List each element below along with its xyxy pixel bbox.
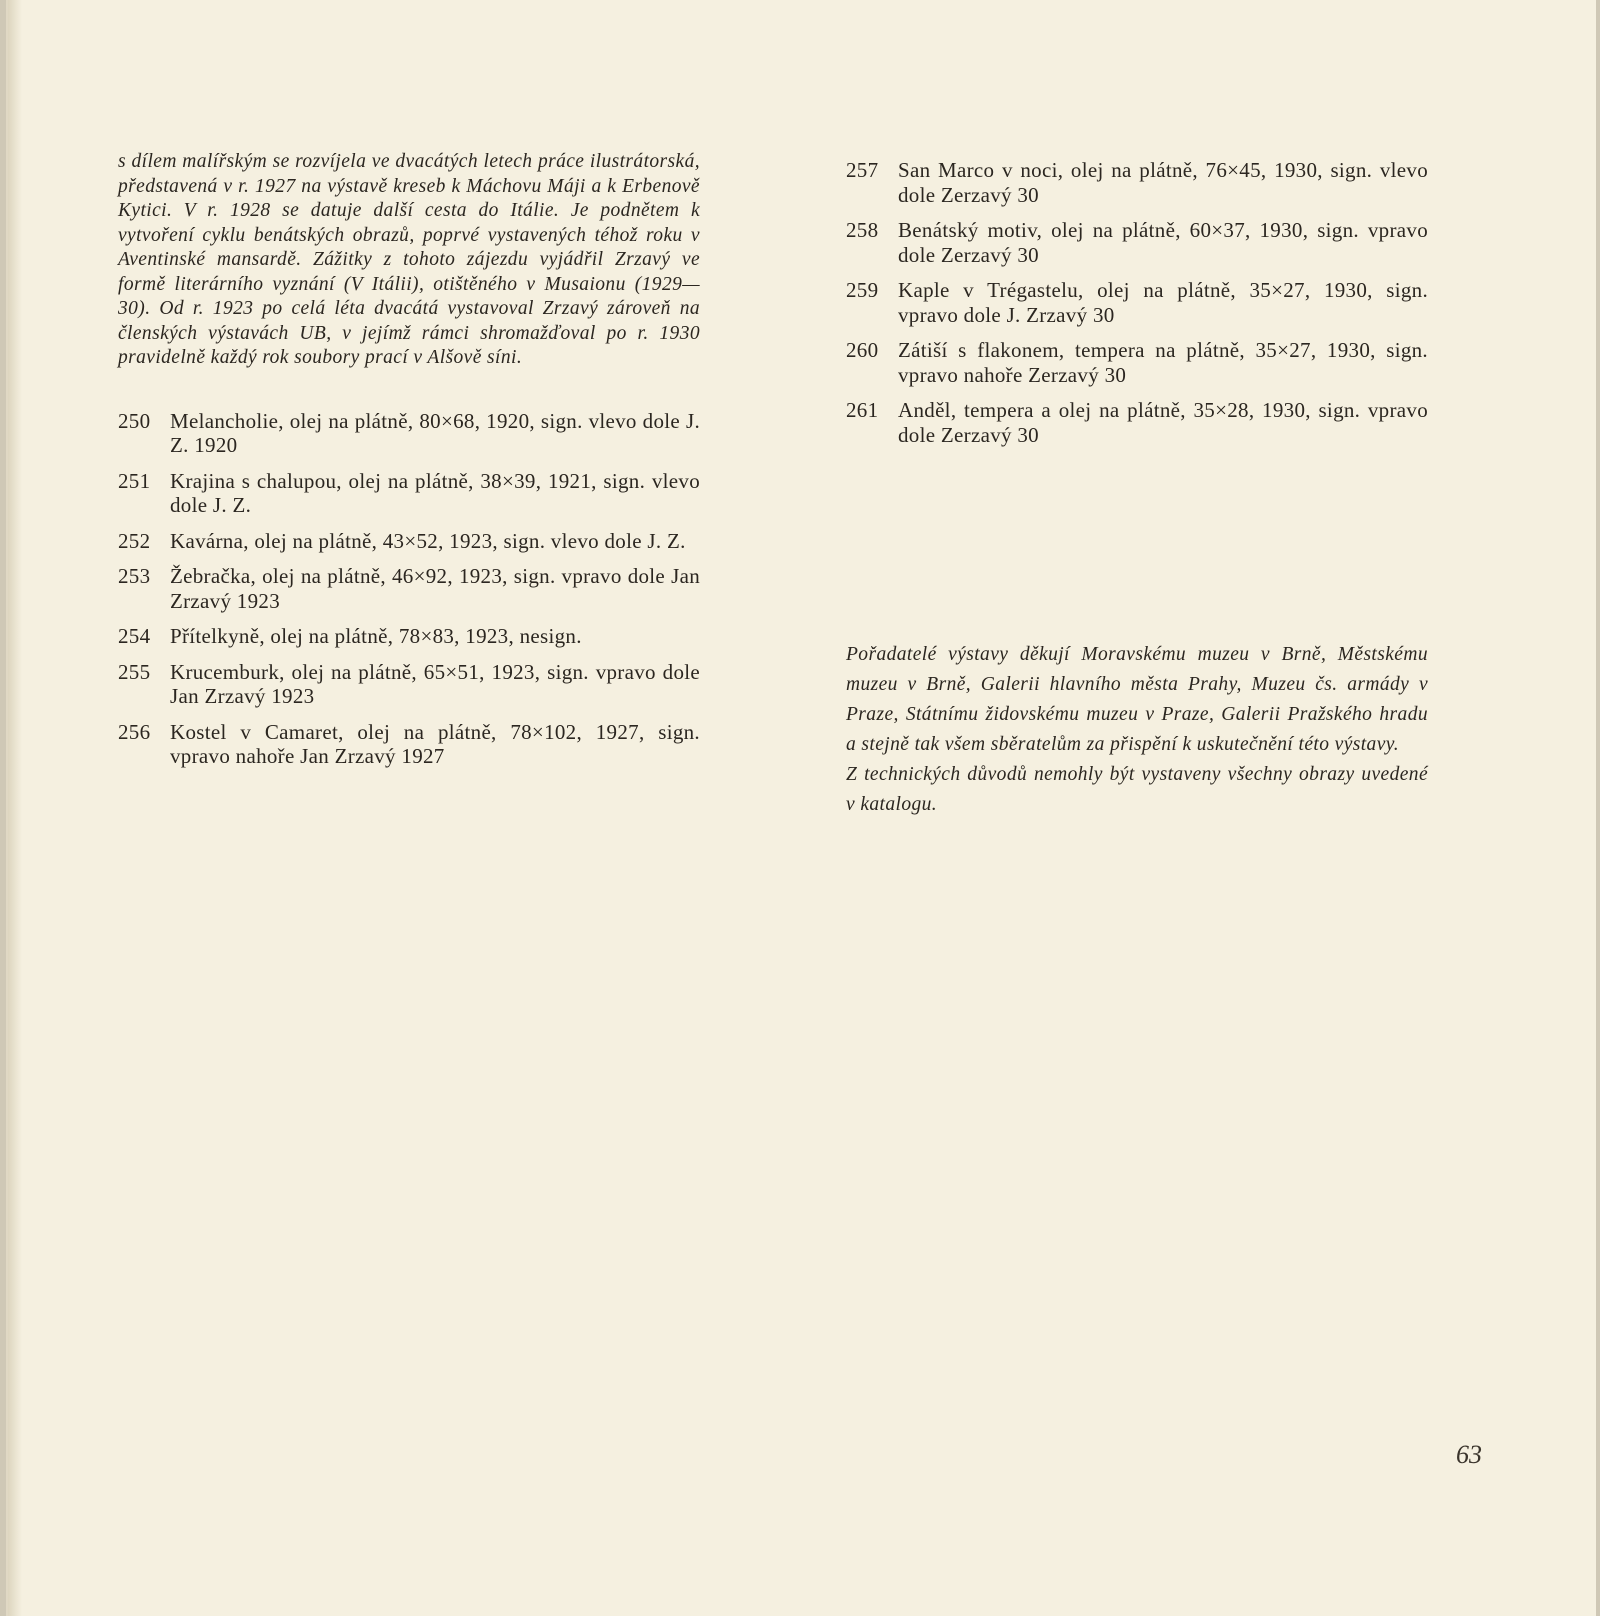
catalog-description: Kostel v Camaret, olej na plátně, 78×102, 1927, sign. vpravo nahoře Jan Zrzavý 1927 (170, 719, 700, 768)
catalog-number: 256 (118, 719, 151, 744)
catalog-description: Krajina s chalupou, olej na plátně, 38×39, 1921, sign. vlevo dole J. Z. (170, 468, 700, 517)
catalog-number: 258 (846, 218, 879, 242)
catalog-description: Kavárna, olej na plátně, 43×52, 1923, sign. vlevo dole J. Z. (170, 528, 686, 553)
catalog-description: San Marco v noci, olej na plátně, 76×45, 1930, sign. vlevo dole Zerzavý 30 (898, 158, 1428, 207)
catalog-description: Přítelkyně, olej na plátně, 78×83, 1923, nesign. (170, 624, 582, 648)
biography-paragraph: s dílem malířským se rozvíjela ve dvacátých letech práce ilustrátorská, představená v r. 1927 na výstavě kreseb k Máchovu Máji a k Erbenově Kytici. V r. 1928 se datuje další cesta do Itálie. Je podnětem k vytvoření cyklu benátských obrazů, poprvé vystavených téhož roku v Aventinské mansardě. Zážitky z tohoto zájezdu vyjádřil Zrzavý ve formě literárního vyznání (V Itálii), otištěného v Musaionu (1929—30). Od r. 1923 po celá léta dvacátá vystavoval Zrzavý zároveň na členských výstavách UB, v jejímž rámci shromažďoval po r. 1930 pravidelně každý rok soubory prací v Alšově síni. (118, 151, 700, 368)
catalog-description: Melancholie, olej na plátně, 80×68, 1920, sign. vlevo dole J. Z. 1920 (170, 408, 700, 457)
catalog-number: 257 (846, 158, 879, 182)
catalog-entry (118, 624, 700, 649)
catalog-number: 259 (846, 278, 879, 302)
catalog-description: Anděl, tempera a olej na plátně, 35×28, 1930, sign. vpravo dole Zerzavý 30 (898, 398, 1428, 447)
binding-shadow (8, 0, 22, 1616)
catalog-number: 255 (118, 659, 151, 684)
acknowledgement-block (846, 640, 1428, 820)
catalog-description: Kaple v Trégastelu, olej na plátně, 35×27, 1930, sign. vpravo dole J. Zrzavý 30 (898, 278, 1428, 327)
acknowledgement-thanks: Pořadatelé výstavy děkují Moravskému muzeu v Brně, Městskému muzeu v Brně, Galerii hlavního města Prahy, Muzeu čs. armády v Praze, Státnímu židovskému muzeu v Praze, Galerii Pražského hradu a stejně tak všem sběratelům za přispění k uskutečnění této výstavy. (846, 644, 1428, 755)
acknowledgement-note: Z technických důvodů nemohly být vystaveny všechny obrazy uvedené v katalogu. (846, 764, 1428, 815)
catalog-description: Zátiší s flakonem, tempera na plátně, 35×27, 1930, sign. vpravo nahoře Zerzavý 30 (898, 338, 1428, 387)
catalog-entry (118, 564, 700, 613)
catalog-entry (846, 158, 1428, 207)
catalog-number: 252 (118, 528, 151, 553)
catalog-number: 260 (846, 338, 879, 362)
catalog-entry (846, 398, 1428, 447)
catalog-number: 250 (118, 408, 151, 433)
left-column (118, 150, 700, 780)
right-column (846, 158, 1428, 458)
catalog-description: Žebračka, olej na plátně, 46×92, 1923, sign. vpravo dole Jan Zrzavý 1923 (170, 564, 700, 613)
catalog-entry (846, 338, 1428, 387)
catalog-description: Benátský motiv, olej na plátně, 60×37, 1930, sign. vpravo dole Zerzavý 30 (898, 218, 1428, 267)
catalog-number: 261 (846, 398, 879, 422)
catalog-number: 253 (118, 564, 151, 588)
catalog-entry (118, 660, 700, 709)
catalog-entry (118, 720, 700, 769)
page-number: 63 (1456, 1440, 1482, 1469)
catalog-page (6, 0, 1596, 1616)
catalog-number: 251 (118, 468, 151, 493)
catalog-entry (846, 218, 1428, 267)
catalog-entry (118, 529, 700, 554)
catalog-number: 254 (118, 624, 151, 648)
catalog-description: Krucemburk, olej na plátně, 65×51, 1923, sign. vpravo dole Jan Zrzavý 1923 (170, 659, 700, 708)
catalog-entry (846, 278, 1428, 327)
catalog-entry (118, 469, 700, 518)
catalog-entry (118, 409, 700, 458)
